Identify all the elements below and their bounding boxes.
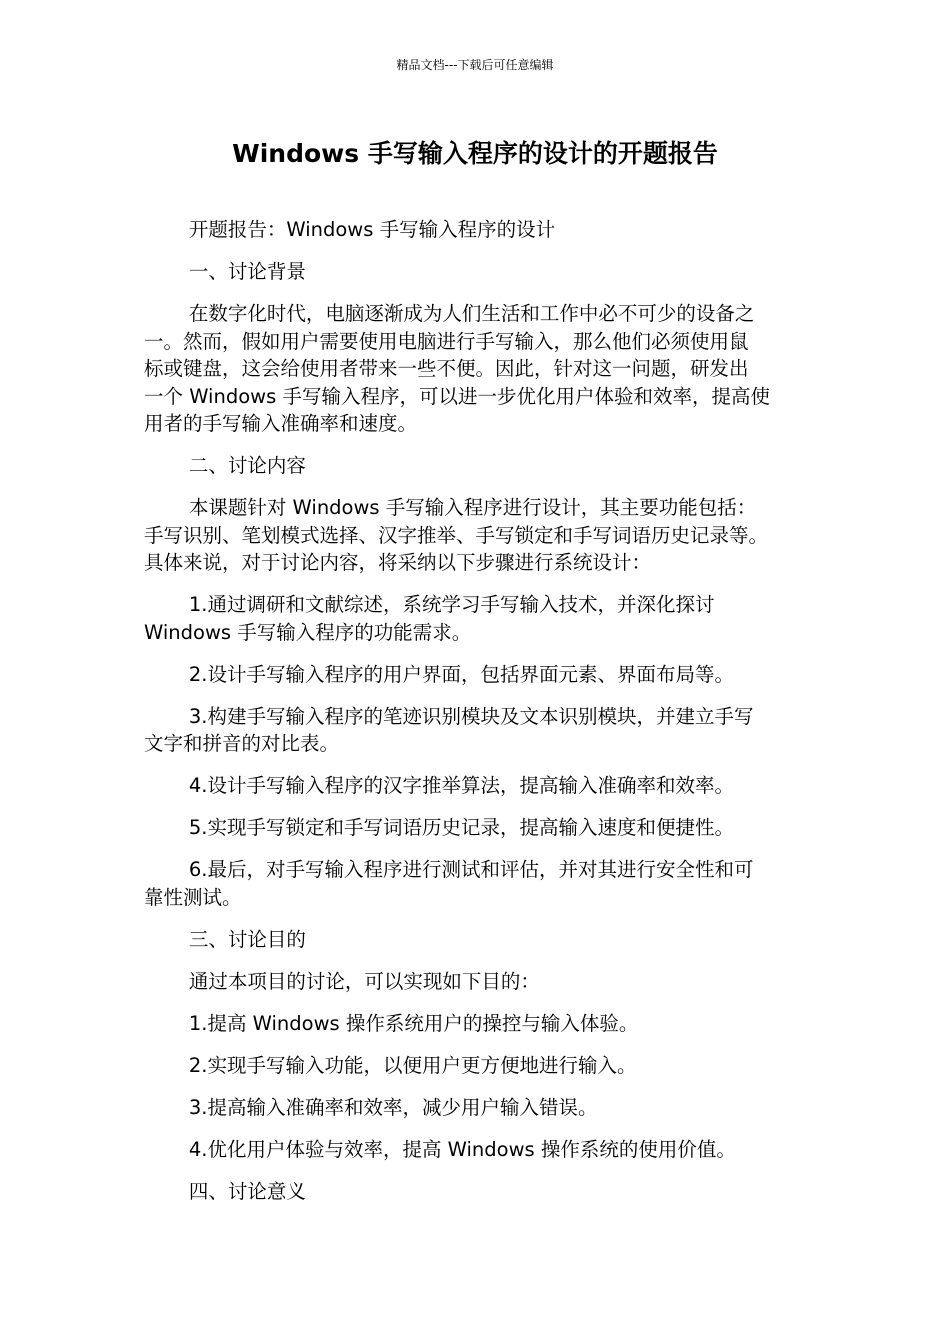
section-heading-significance (144, 1178, 808, 1206)
line: 在数字化时代，电脑逐渐成为人们生活和工作中必不可少的设备之 (188, 302, 755, 325)
line: Windows 手写输入程序的功能需求。 (144, 620, 472, 644)
purpose-item-1 (144, 1010, 808, 1038)
paragraph-purpose (144, 968, 808, 996)
line: 本课题针对 Windows 手写输入程序进行设计，其主要功能包括： (188, 496, 757, 519)
document-body (144, 216, 808, 1220)
line: 3.提高输入准确率和效率，减少用户输入错误。 (188, 1095, 598, 1119)
line: 2.设计手写输入程序的用户界面，包括界面元素、界面布局等。 (188, 662, 734, 686)
line: 二、讨论内容 (188, 454, 306, 477)
section-heading-content (144, 452, 808, 480)
line: 标或键盘，这会给使用者带来一些不便。因此，针对这一问题，研发出 (144, 357, 749, 380)
line: 文字和拼音的对比表。 (144, 732, 340, 755)
line: 一。然而，假如用户需要使用电脑进行手写输入，那么他们必须使用鼠 (144, 329, 749, 353)
line: 1.提高 Windows 操作系统用户的操控与输入体验。 (188, 1011, 639, 1035)
purpose-item-2 (144, 1052, 808, 1080)
list-item-6 (144, 856, 808, 911)
line: 一个 Windows 手写输入程序，可以进一步优化用户体验和效率，提高使 (144, 384, 770, 408)
line: 具体来说，对于讨论内容，将采纳以下步骤进行系统设计： (144, 551, 652, 574)
line: 1.通过调研和文献综述，系统学习手写输入技术，并深化探讨 (188, 593, 715, 616)
list-item-5 (144, 814, 808, 842)
line: 4.设计手写输入程序的汉字推举算法，提高输入准确率和效率。 (188, 774, 734, 797)
line: 开题报告：Windows 手写输入程序的设计 (188, 218, 556, 241)
line: 用者的手写输入准确率和速度。 (144, 412, 418, 435)
list-item-2 (144, 661, 808, 689)
line: 手写识别、笔划模式选择、汉字推举、手写锁定和手写词语历史记录等。 (144, 523, 769, 547)
list-item-4 (144, 772, 808, 800)
line: 四、讨论意义 (188, 1179, 306, 1203)
section-heading-purpose (144, 926, 808, 954)
line: 5.实现手写锁定和手写词语历史记录，提高输入速度和便捷性。 (188, 816, 734, 839)
document-title: Windows 手写输入程序的设计的开题报告 (232, 139, 718, 168)
purpose-item-3 (144, 1094, 808, 1122)
line: 4.优化用户体验与效率，提高 Windows 操作系统的使用价值。 (188, 1137, 736, 1161)
list-item-3 (144, 703, 808, 758)
page-header: 精品文档---下载后可任意编辑 (396, 58, 554, 72)
line: 2.实现手写输入功能，以便用户更方便地进行输入。 (188, 1053, 637, 1077)
line: 3.构建手写输入程序的笔迹识别模块及文本识别模块，并建立手写 (188, 704, 754, 728)
list-item-1 (144, 591, 808, 646)
line: 6.最后，对手写输入程序进行测试和评估，并对其进行安全性和可 (188, 858, 754, 881)
paragraph-background (144, 300, 808, 438)
paragraph-heading (144, 216, 808, 244)
line: 靠性测试。 (144, 885, 242, 909)
line: 一、讨论背景 (188, 260, 306, 283)
section-heading-background (144, 258, 808, 286)
line: 三、讨论目的 (188, 927, 306, 951)
line: 通过本项目的讨论，可以实现如下目的： (188, 969, 540, 993)
paragraph-content (144, 494, 808, 577)
purpose-item-4 (144, 1136, 808, 1164)
